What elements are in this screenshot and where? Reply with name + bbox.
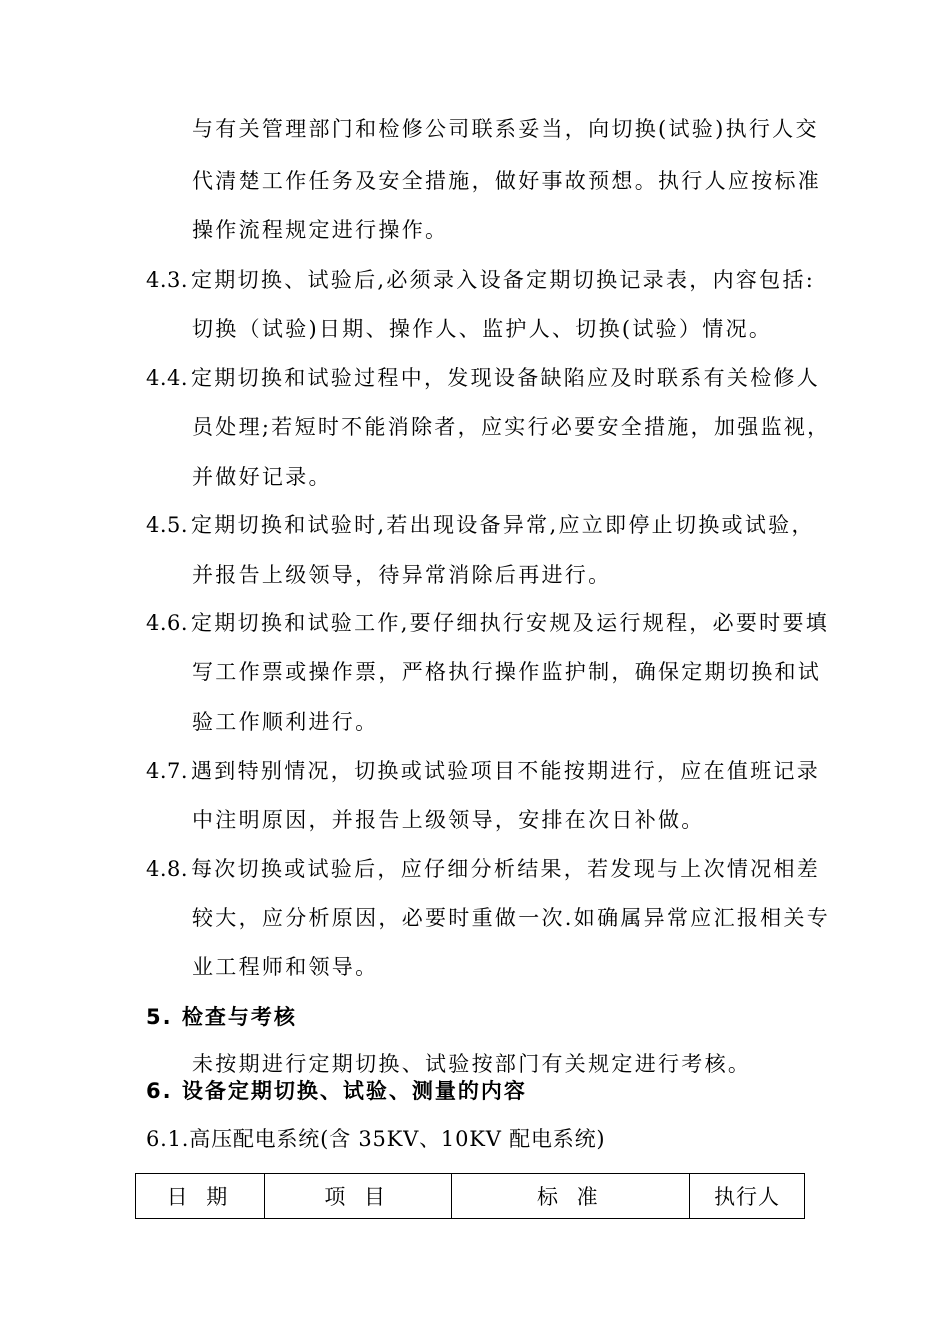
item-line: 较大，应分析原因，必要时重做一次.如确属异常应汇报相关专 xyxy=(192,906,831,930)
header-item: 项 目 xyxy=(264,1174,451,1219)
item-line: 定期切换和试验时,若出现设备异常,应立即停止切换或试验， xyxy=(191,513,815,537)
section-heading-5: 5. 检查与考核 xyxy=(146,1005,297,1029)
item-line: 遇到特别情况，切换或试验项目不能按期进行，应在值班记录 xyxy=(191,759,821,783)
item-number: 4.7. xyxy=(146,759,189,783)
item-number: 4.6. xyxy=(146,611,189,635)
item-number: 4.3. xyxy=(146,268,189,292)
item-line: 定期切换和试验过程中，发现设备缺陷应及时联系有关检修人 xyxy=(191,366,821,390)
schedule-table xyxy=(135,1173,805,1219)
header-standard: 标 准 xyxy=(451,1174,690,1219)
item-line: 验工作顺利进行。 xyxy=(192,710,379,734)
item-number: 4.8. xyxy=(146,857,189,881)
intro-line-3: 操作流程规定进行操作。 xyxy=(192,218,449,242)
intro-line-2: 代清楚工作任务及安全措施，做好事故预想。执行人应按标准 xyxy=(192,169,822,193)
section-heading-6: 6. 设备定期切换、试验、测量的内容 xyxy=(146,1079,527,1103)
item-number: 4.4. xyxy=(146,366,189,390)
item-line: 员处理;若短时不能消除者，应实行必要安全措施，加强监视， xyxy=(192,415,831,439)
item-line: 每次切换或试验后，应仔细分析结果，若发现与上次情况相差 xyxy=(191,857,821,881)
item-line: 写工作票或操作票，严格执行操作监护制，确保定期切换和试 xyxy=(192,660,822,684)
table-header-row xyxy=(136,1174,805,1219)
section-5-body: 未按期进行定期切换、试验按部门有关规定进行考核。 xyxy=(192,1052,752,1076)
item-number: 4.5. xyxy=(146,513,189,537)
item-line: 定期切换、试验后,必须录入设备定期切换记录表，内容包括: xyxy=(191,268,816,292)
item-line: 定期切换和试验工作,要仔细执行安规及运行规程，必要时要填 xyxy=(191,611,830,635)
subsection-6-1: 6.1.高压配电系统(含 35KV、10KV 配电系统) xyxy=(146,1127,606,1151)
item-line: 并做好记录。 xyxy=(192,465,332,489)
header-date: 日 期 xyxy=(136,1174,265,1219)
item-line: 切换（试验)日期、操作人、监护人、切换(试验）情况。 xyxy=(192,317,773,341)
item-line: 并报告上级领导，待异常消除后再进行。 xyxy=(192,563,612,587)
intro-line-1: 与有关管理部门和检修公司联系妥当，向切换(试验)执行人交 xyxy=(192,117,819,141)
item-line: 中注明原因，并报告上级领导，安排在次日补做。 xyxy=(192,808,705,832)
header-executor: 执行人 xyxy=(690,1174,805,1219)
item-line: 业工程师和领导。 xyxy=(192,955,379,979)
